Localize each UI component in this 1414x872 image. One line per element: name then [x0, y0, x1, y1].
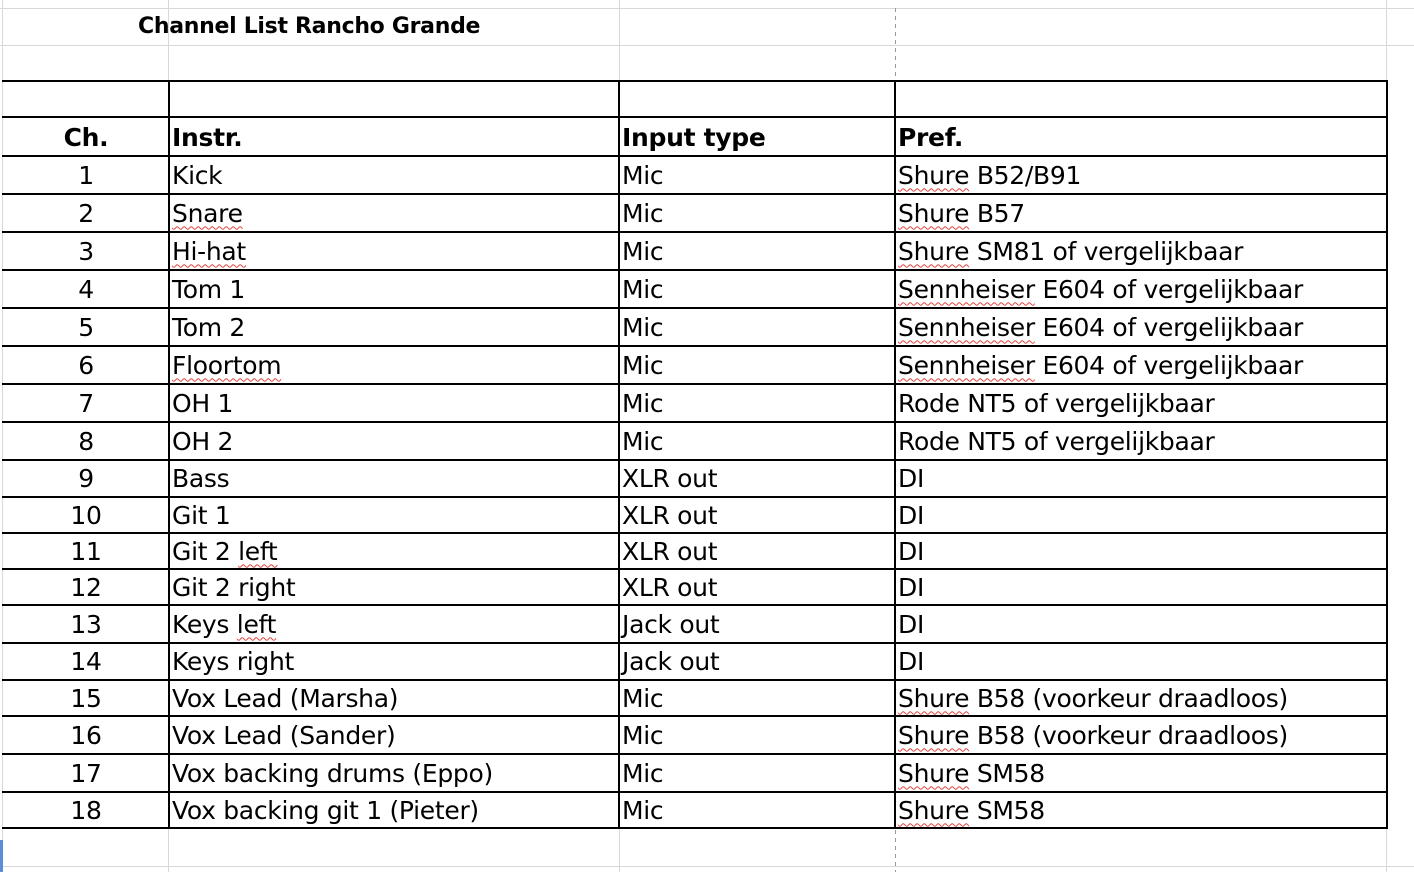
cell-pref[interactable] [898, 194, 1382, 232]
cell-input-type[interactable]: Jack out [622, 609, 720, 639]
cell-channel[interactable]: 10 [70, 500, 102, 530]
cell-channel[interactable]: 7 [78, 388, 94, 418]
cell-text: Rode NT5 of vergelijkbaar [898, 426, 1215, 456]
cell-pref[interactable] [898, 270, 1382, 308]
cell-text: Sennheiser [898, 350, 1035, 380]
cell-input-type[interactable]: Mic [622, 312, 664, 342]
cell-instrument[interactable]: Tom 1 [172, 274, 246, 304]
cell-text: B52/B91 [969, 160, 1082, 190]
cell-text: Shure [898, 795, 970, 825]
cell-instrument[interactable]: OH 1 [172, 388, 234, 418]
header-ch[interactable]: Ch. [63, 122, 109, 152]
cell-text: left [236, 609, 277, 639]
cell-pref[interactable] [898, 346, 1382, 384]
cell-channel[interactable]: 1 [78, 160, 94, 190]
cell-channel[interactable]: 3 [78, 236, 94, 266]
cell-instrument[interactable]: Git 2 right [172, 572, 296, 602]
table-row [0, 460, 1414, 497]
cell-text: Snare [172, 198, 243, 228]
cell-instrument[interactable]: Vox Lead (Sander) [172, 720, 396, 750]
table-row [0, 232, 1414, 270]
table-row [0, 754, 1414, 792]
cell-channel[interactable]: 4 [78, 274, 94, 304]
cell-text: B58 (voorkeur draadloos) [969, 720, 1288, 750]
cell-channel[interactable]: 8 [78, 426, 94, 456]
table-row [0, 716, 1414, 754]
table-row [0, 422, 1414, 460]
cell-instrument[interactable]: Bass [172, 464, 230, 493]
cell-channel[interactable]: 15 [70, 683, 102, 713]
cell-instrument[interactable] [172, 605, 612, 643]
cell-pref[interactable] [898, 460, 1382, 497]
table-row [0, 156, 1414, 194]
grid-line [895, 830, 896, 872]
cell-text: Shure [898, 758, 970, 788]
cell-channel[interactable]: 6 [78, 350, 94, 380]
cell-instrument[interactable] [172, 533, 612, 569]
cell-text: E604 of vergelijkbaar [1034, 350, 1304, 380]
cell-pref[interactable] [898, 716, 1382, 754]
cell-text: Shure [898, 683, 970, 713]
cell-text: DI [898, 572, 925, 602]
table-row [0, 384, 1414, 422]
cell-instrument[interactable] [172, 232, 612, 270]
cell-text: Hi-hat [172, 236, 246, 266]
cell-text: Floortom [172, 350, 282, 380]
cell-text: B58 (voorkeur draadloos) [969, 683, 1288, 713]
cell-text: Rode NT5 of vergelijkbaar [898, 388, 1215, 418]
cell-instrument[interactable]: Tom 2 [172, 312, 246, 342]
cell-channel[interactable]: 14 [70, 647, 102, 676]
cell-channel[interactable]: 18 [70, 795, 102, 825]
cell-input-type[interactable]: Mic [622, 198, 664, 228]
cell-instrument[interactable] [172, 346, 612, 384]
header-pref[interactable]: Pref. [898, 122, 964, 152]
cell-instrument[interactable]: Vox Lead (Marsha) [172, 683, 399, 713]
cell-text: SM58 [969, 795, 1045, 825]
cell-text: Shure [898, 720, 970, 750]
grid-line [0, 8, 1414, 9]
cell-input-type[interactable]: Mic [622, 795, 664, 825]
cell-text: Sennheiser [898, 274, 1035, 304]
cell-pref[interactable] [898, 680, 1382, 716]
cell-text: DI [898, 647, 925, 676]
cell-text: DI [898, 500, 925, 530]
cell-input-type[interactable]: Mic [622, 426, 664, 456]
cell-pref[interactable] [898, 792, 1382, 828]
cell-instrument[interactable]: Vox backing drums (Eppo) [172, 758, 493, 788]
cell-instrument[interactable]: Kick [172, 160, 223, 190]
cell-text: Shure [898, 198, 970, 228]
cell-input-type[interactable]: Jack out [622, 647, 720, 676]
sheet-title: Channel List Rancho Grande [138, 14, 481, 39]
cell-instrument[interactable]: Keys right [172, 647, 295, 676]
cell-channel[interactable]: 5 [78, 312, 94, 342]
cell-channel[interactable]: 17 [70, 758, 102, 788]
cell-pref[interactable] [898, 533, 1382, 569]
cell-pref[interactable] [898, 569, 1382, 605]
cell-instrument[interactable]: OH 2 [172, 426, 234, 456]
cell-input-type[interactable]: Mic [622, 388, 664, 418]
cell-text: left [238, 536, 278, 566]
header-input-type[interactable]: Input type [622, 122, 766, 152]
cell-channel[interactable]: 12 [70, 572, 102, 602]
table-row [0, 680, 1414, 716]
table-row [0, 792, 1414, 828]
cell-pref[interactable] [898, 422, 1382, 460]
cell-text: Shure [898, 236, 970, 266]
cell-input-type[interactable]: Mic [622, 758, 664, 788]
table-row [0, 308, 1414, 346]
cell-pref[interactable] [898, 605, 1382, 643]
grid-line [0, 45, 1414, 46]
cell-channel[interactable]: 9 [78, 464, 94, 493]
cell-text: DI [898, 536, 925, 566]
cell-pref[interactable] [898, 156, 1382, 194]
cell-text: DI [898, 464, 925, 493]
cell-instrument[interactable] [172, 194, 612, 232]
cell-channel[interactable]: 11 [70, 536, 102, 566]
table-row [0, 497, 1414, 533]
table-row [0, 270, 1414, 308]
cell-text: Keys [172, 609, 237, 639]
cell-pref[interactable] [898, 643, 1382, 680]
table-row [0, 569, 1414, 605]
cell-pref[interactable] [898, 308, 1382, 346]
cell-text: Git 2 [172, 536, 239, 566]
cell-instrument[interactable]: Git 1 [172, 500, 231, 530]
cell-input-type[interactable]: Mic [622, 160, 664, 190]
cell-input-type[interactable]: Mic [622, 720, 664, 750]
cell-channel[interactable]: 2 [78, 198, 94, 228]
cell-text: SM58 [969, 758, 1045, 788]
cell-text: DI [898, 609, 925, 639]
cell-input-type[interactable]: Mic [622, 274, 664, 304]
cell-text: E604 of vergelijkbaar [1034, 312, 1304, 342]
cell-instrument[interactable]: Vox backing git 1 (Pieter) [172, 795, 479, 825]
grid-line [0, 866, 1414, 867]
cell-text: Sennheiser [898, 312, 1035, 342]
cell-text: SM81 of vergelijkbaar [969, 236, 1244, 266]
cell-pref[interactable] [898, 497, 1382, 533]
table-row [0, 194, 1414, 232]
cell-input-type[interactable]: XLR out [622, 464, 718, 493]
cell-channel[interactable]: 16 [70, 720, 102, 750]
cell-text: B57 [969, 198, 1025, 228]
cell-pref[interactable] [898, 384, 1382, 422]
table-row [0, 643, 1414, 680]
table-row [0, 346, 1414, 384]
cell-input-type[interactable]: Mic [622, 236, 664, 266]
cell-input-type[interactable]: Mic [622, 683, 664, 713]
table-row [0, 605, 1414, 643]
cell-input-type[interactable]: XLR out [622, 500, 718, 530]
cell-pref[interactable] [898, 754, 1382, 792]
header-instr[interactable]: Instr. [172, 122, 243, 152]
border-line [2, 80, 1388, 82]
cell-pref[interactable] [898, 232, 1382, 270]
selection-marker [0, 840, 3, 872]
cell-input-type[interactable]: Mic [622, 350, 664, 380]
cell-channel[interactable]: 13 [70, 609, 102, 639]
cell-input-type[interactable]: XLR out [622, 572, 718, 602]
cell-text: Shure [898, 160, 970, 190]
cell-input-type[interactable]: XLR out [622, 536, 718, 566]
cell-text: E604 of vergelijkbaar [1034, 274, 1304, 304]
grid-line [895, 8, 896, 80]
table-row [0, 533, 1414, 569]
